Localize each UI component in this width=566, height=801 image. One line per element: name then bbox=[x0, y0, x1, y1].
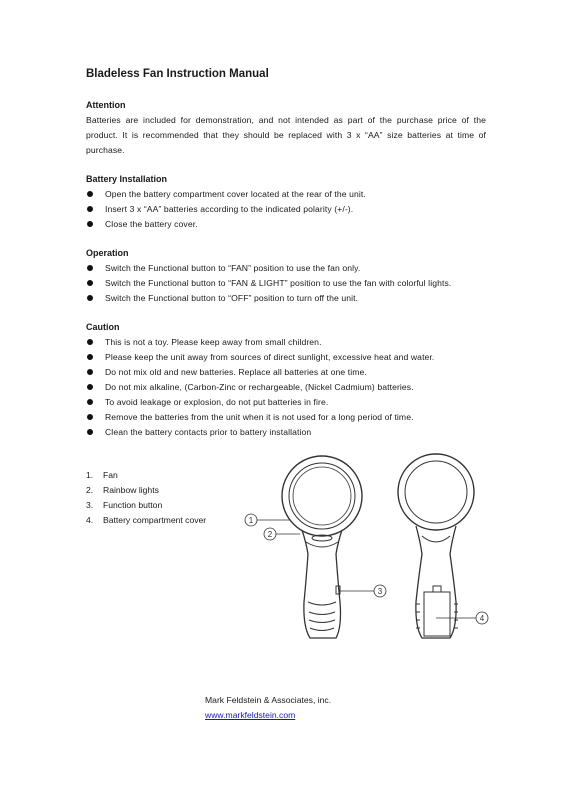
website-link[interactable]: www.markfeldstein.com bbox=[205, 710, 296, 720]
fan-back-view bbox=[398, 454, 474, 638]
svg-text:3: 3 bbox=[377, 587, 383, 596]
bullet-icon bbox=[87, 354, 93, 360]
bullet-icon bbox=[87, 191, 93, 197]
caution-heading: Caution bbox=[86, 322, 120, 332]
parts-list bbox=[86, 468, 256, 528]
svg-text:1: 1 bbox=[248, 516, 254, 525]
attention-section bbox=[86, 98, 486, 158]
battery-installation-section bbox=[86, 172, 486, 232]
bullet-icon bbox=[87, 384, 93, 390]
bullet-icon bbox=[87, 265, 93, 271]
bullet-icon bbox=[87, 414, 93, 420]
svg-text:4: 4 bbox=[479, 614, 485, 623]
list-item: Switch the Functional button to “FAN & LIGHT” position to use the fan with colorful lights. bbox=[86, 276, 486, 291]
list-item: 3. Function button bbox=[86, 500, 163, 510]
bullet-icon bbox=[87, 206, 93, 212]
caution-list bbox=[86, 335, 486, 440]
bullet-icon bbox=[87, 339, 93, 345]
bullet-icon bbox=[87, 295, 93, 301]
list-item: 1. Fan bbox=[86, 470, 118, 480]
list-item: Insert 3 x “AA” batteries according to the indicated polarity (+/-). bbox=[86, 202, 486, 217]
attention-heading: Attention bbox=[86, 100, 126, 110]
battery-installation-list bbox=[86, 187, 486, 232]
list-item: Open the battery compartment cover located at the rear of the unit. bbox=[86, 187, 486, 202]
bullet-icon bbox=[87, 221, 93, 227]
operation-list bbox=[86, 261, 486, 306]
fan-diagram bbox=[240, 452, 500, 652]
list-item: Switch the Functional button to “OFF” position to turn off the unit. bbox=[86, 291, 486, 306]
list-item: 4. Battery compartment cover bbox=[86, 515, 207, 525]
list-item: Switch the Functional button to “FAN” position to use the fan only. bbox=[86, 261, 486, 276]
list-item: This is not a toy. Please keep away from small children. bbox=[86, 335, 486, 350]
callout-3 bbox=[374, 585, 386, 597]
fan-front-view bbox=[282, 456, 362, 638]
operation-section bbox=[86, 246, 486, 306]
attention-text: Batteries are included for demonstration, and not intended as part of the purchase price of the product. It is recommended that they should be replaced with 3 x “AA” size batteries at time of purchase. bbox=[86, 115, 486, 155]
list-item: Clean the battery contacts prior to battery installation bbox=[86, 425, 486, 440]
svg-text:2: 2 bbox=[267, 530, 273, 539]
callout-2 bbox=[264, 528, 276, 540]
list-item: To avoid leakage or explosion, do not put batteries in fire. bbox=[86, 395, 486, 410]
bullet-icon bbox=[87, 280, 93, 286]
document-title: Bladeless Fan Instruction Manual bbox=[86, 68, 269, 80]
list-item: Do not mix old and new batteries. Replace all batteries at one time. bbox=[86, 365, 486, 380]
list-item: Please keep the unit away from sources of direct sunlight, excessive heat and water. bbox=[86, 350, 486, 365]
bullet-icon bbox=[87, 369, 93, 375]
company-name: Mark Feldstein & Associates, inc. bbox=[205, 695, 332, 705]
parts-section bbox=[86, 468, 256, 528]
list-item: Remove the batteries from the unit when it is not used for a long period of time. bbox=[86, 410, 486, 425]
footer bbox=[205, 693, 331, 723]
bullet-icon bbox=[87, 399, 93, 405]
list-item: Do not mix alkaline, (Carbon-Zinc or rechargeable, (Nickel Cadmium) batteries. bbox=[86, 380, 486, 395]
operation-heading: Operation bbox=[86, 248, 129, 258]
list-item: 2. Rainbow lights bbox=[86, 485, 159, 495]
battery-installation-heading: Battery Installation bbox=[86, 174, 168, 184]
bullet-icon bbox=[87, 429, 93, 435]
list-item: Close the battery cover. bbox=[86, 217, 486, 232]
caution-section bbox=[86, 320, 486, 440]
callout-1 bbox=[245, 514, 257, 526]
callout-4 bbox=[476, 612, 488, 624]
